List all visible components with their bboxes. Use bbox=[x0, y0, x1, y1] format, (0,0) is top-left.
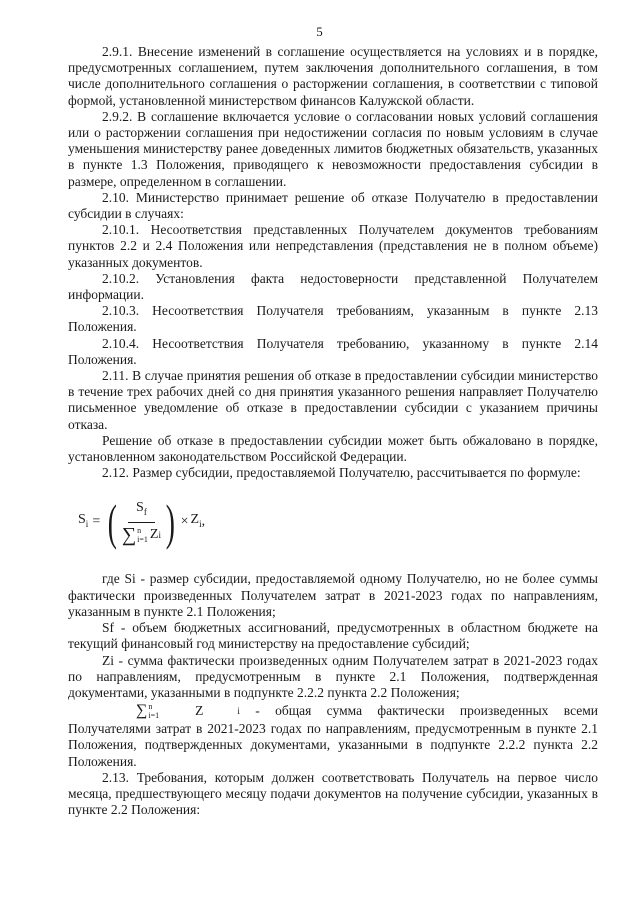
inline-sum-symbol: ∑ n i=1 Z i bbox=[136, 702, 240, 721]
formula-times: × bbox=[180, 514, 189, 530]
sum-limits: n i=1 bbox=[137, 525, 148, 544]
formula-lhs: $S_i$ bbox=[78, 512, 89, 530]
paragraph-appeal: Решение об отказе в предоставлении субсидии может быть обжаловано в порядке, установленном законодательством Российской Федерации. bbox=[68, 432, 598, 465]
formula-trail: , bbox=[201, 514, 206, 530]
paragraph-si-definition: где Si - размер субсидии, предоставляемой одному Получателю, но не более суммы фактически произведенных Получателем затрат в 2021-2023 годах по направлениям, указанным в пункте 2.1 Положения; bbox=[68, 571, 598, 619]
paragraph-2-10-2: 2.10.2. Установления факта недостоверности представленной Получателем информации. bbox=[68, 270, 598, 303]
formula-equals: = bbox=[92, 514, 101, 530]
subsidy-formula bbox=[78, 494, 206, 551]
sum-symbol bbox=[122, 525, 150, 545]
formula-denominator: ∑ n i=1 Z i bbox=[121, 523, 161, 546]
subsidy-formula-block bbox=[68, 483, 598, 557]
paragraph-zi-definition: Zi - сумма фактически произведенных одним Получателем затрат в 2021-2023 годах по направлениям, предусмотренным в пункте 2.1 Положения, подтвержденная документами, указанными в подпункте 2.2.2 пункта 2.2 Положения; bbox=[68, 652, 598, 700]
formula-numerator: $S_f$ bbox=[128, 500, 155, 523]
paragraph-sum-definition: ∑ n i=1 Z i - общая сумма фактически произведенных всеми Получателями затрат в 2021-2023 годах по направлениям, предусмотренным в пункте 2.1 Положения, подтвержденных документами, указанными в подпункте 2.2.2 пункта 2.2 Положения. bbox=[68, 702, 598, 769]
paragraph-2-10-3: 2.10.3. Несоответствия Получателя требованиям, указанным в пункте 2.13 Положения. bbox=[68, 303, 598, 335]
formula-rhs: $Z_i$ bbox=[190, 512, 202, 530]
paragraph-2-13: 2.13. Требования, которым должен соответствовать Получатель на первое число месяца, предшествующего месяцу подачи документов на получение субсидии, указанных в пункте 2.2 Положения: bbox=[68, 769, 598, 818]
formula-fraction bbox=[122, 500, 161, 545]
formula-open-paren: ( bbox=[107, 494, 118, 551]
paragraph-2-10: 2.10. Министерство принимает решение об отказе Получателю в предоставлении субсидии в случаях: bbox=[68, 189, 598, 222]
paragraph-sf-definition: Sf - объем бюджетных ассигнований, предусмотренных в областном бюджете на текущий финансовый год министерству на предоставление субсидий; bbox=[68, 620, 598, 652]
paragraph-2-9-1: 2.9.1. Внесение изменений в соглашение осуществляется на условиях и в порядке, предусмотренных соглашением, путем заключения дополнительного соглашения, в том числе дополнительного соглашения о расторжении соглашения, в соответствии с типовой формой, установленной министерством финансов Калужской области. bbox=[68, 44, 598, 108]
paragraph-2-12: 2.12. Размер субсидии, предоставляемой Получателю, рассчитывается по формуле: bbox=[102, 465, 581, 481]
formula-close-paren: ) bbox=[165, 494, 175, 551]
paragraph-2-10-1: 2.10.1. Несоответствия представленных Получателем документов требованиям пунктов 2.2 и 2.4 Положения или непредставления (представления не в полном объеме) указанных документов. bbox=[68, 222, 598, 270]
paragraph-2-11: 2.11. В случае принятия решения об отказе в предоставлении субсидии министерство в течение трех рабочих дней со дня принятия указанного решения направляет Получателю письменное уведомление об отказе в предоставлении субсидии с указанием причины отказа. bbox=[68, 368, 598, 432]
paragraph-2-10-4: 2.10.4. Несоответствия Получателя требованию, указанному в пункте 2.14 Положения. bbox=[68, 335, 598, 367]
page-number: 5 bbox=[316, 24, 323, 39]
sigma-icon: ∑ bbox=[121, 523, 137, 546]
document-body bbox=[68, 44, 598, 818]
paragraph-2-9-2: 2.9.2. В соглашение включается условие о согласовании новых условий соглашения или о расторжении соглашения при недостижении согласия по новым условиям в случае уменьшения министерству ранее доведенных лимитов бюджетных обязательств, указанных в пункте 1.3 Положения, приводящего к невозможности предоставления субсидии в размере, определенном в соглашении. bbox=[68, 108, 598, 189]
